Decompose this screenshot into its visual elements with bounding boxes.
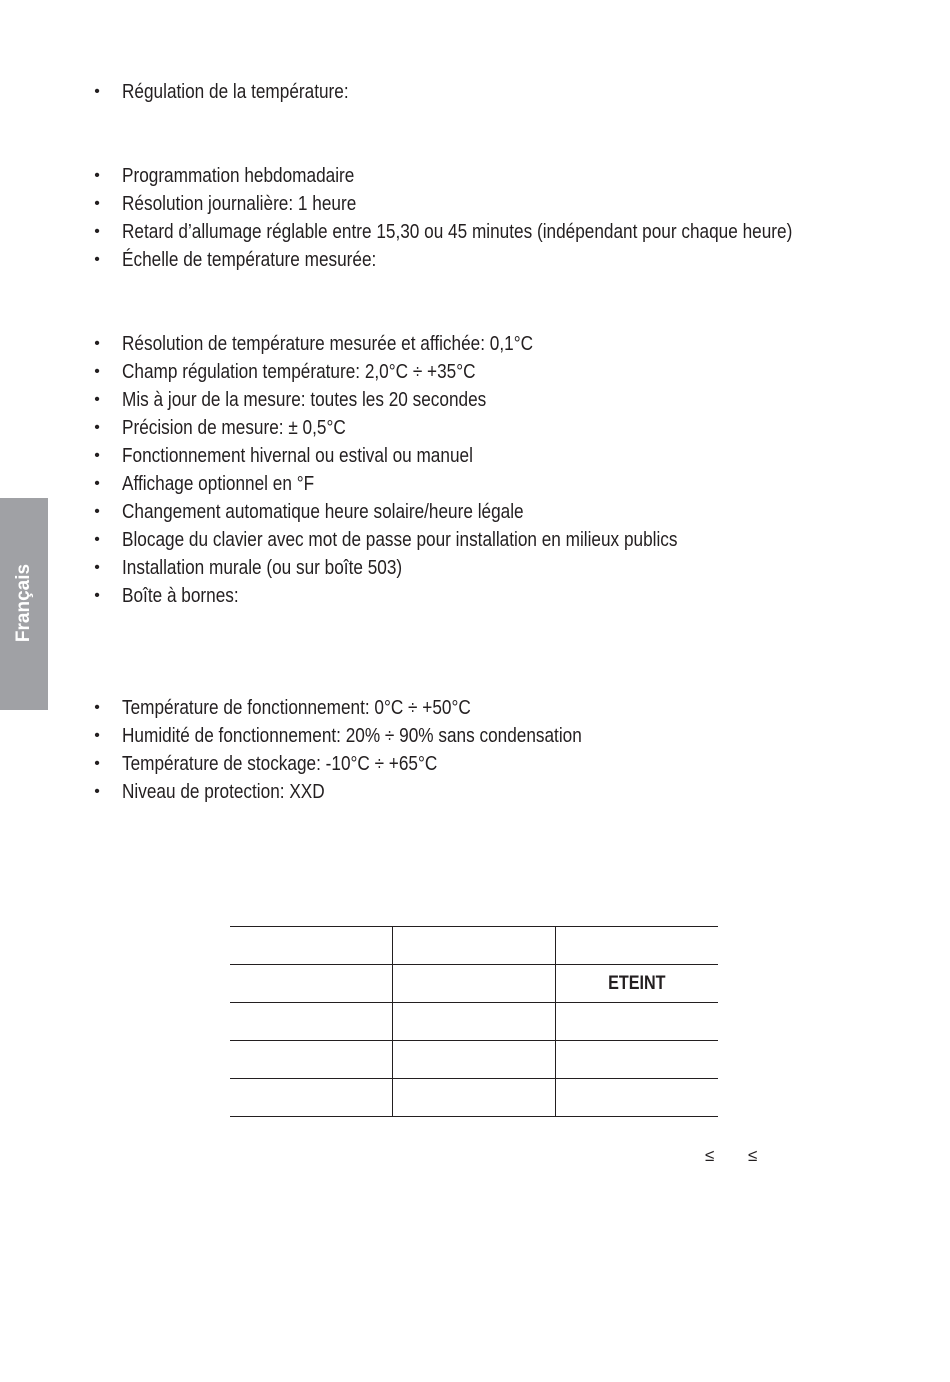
language-label: Français	[13, 563, 34, 643]
status-table	[230, 926, 718, 1117]
bullet-icon: •	[94, 587, 100, 604]
bullet-icon: •	[94, 531, 100, 548]
bullet-icon: •	[94, 167, 100, 184]
table-row	[230, 1041, 718, 1079]
bullet-icon: •	[94, 475, 100, 492]
bullet-icon: •	[94, 363, 100, 380]
table-row	[230, 965, 718, 1003]
bullet-icon: •	[94, 335, 100, 352]
bullet-icon: •	[94, 195, 100, 212]
bullet-icon: •	[94, 783, 100, 800]
bullet-icon: •	[94, 83, 100, 100]
bullet-icon: •	[94, 699, 100, 716]
less-equal-symbol: ≤	[705, 1146, 715, 1165]
language-side-tab	[0, 498, 48, 710]
table-row	[230, 1079, 718, 1117]
bullet-icon: •	[94, 223, 100, 240]
bullet-icon: •	[94, 419, 100, 436]
less-equal-symbol: ≤	[748, 1146, 758, 1165]
off-status-label: ETEINT	[608, 972, 666, 994]
table-row	[230, 1003, 718, 1041]
bullet-icon: •	[94, 391, 100, 408]
table-row	[230, 927, 718, 965]
bullet-icon: •	[94, 727, 100, 744]
bullet-icon: •	[94, 447, 100, 464]
bullet-icon: •	[94, 559, 100, 576]
bullet-icon: •	[94, 251, 100, 268]
bullet-icon: •	[94, 755, 100, 772]
bullet-icon: •	[94, 503, 100, 520]
